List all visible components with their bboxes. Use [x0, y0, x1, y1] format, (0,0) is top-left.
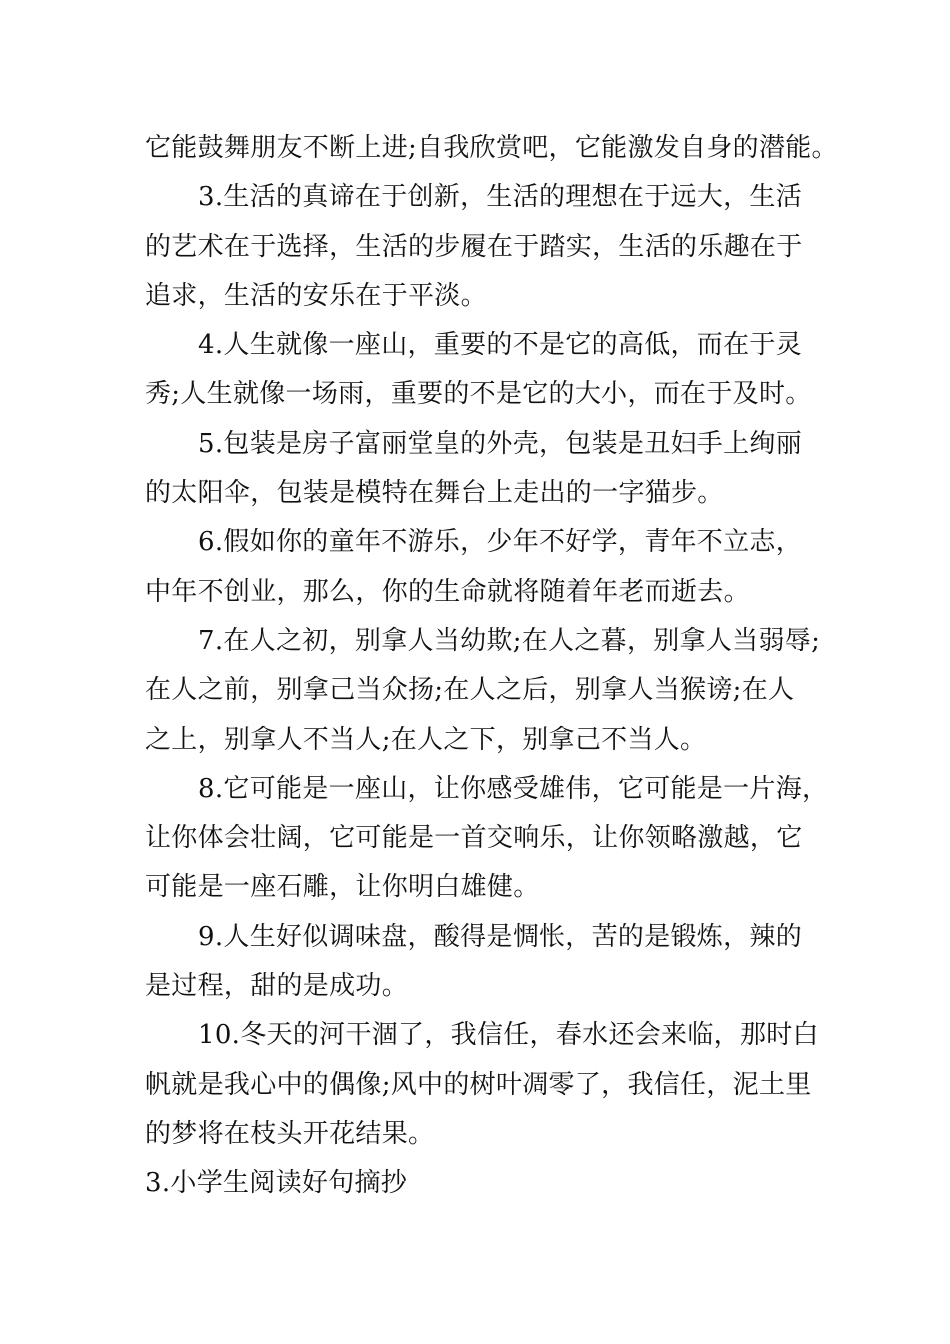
- text-line: 9.人生好似调味盘，酸得是惆怅，苦的是锻炼，辣的: [198, 921, 803, 952]
- text-line: 之上，别拿人不当人;在人之下，别拿己不当人。: [145, 724, 707, 755]
- text-line: 5.包装是房子富丽堂皇的外壳，包装是丑妇手上绚丽: [198, 428, 803, 459]
- text-line: 可能是一座石雕，让你明白雄健。: [145, 872, 540, 903]
- text-line: 中年不创业，那么，你的生命就将随着年老而逝去。: [145, 576, 750, 607]
- text-line: 帆就是我心中的偶像;风中的树叶凋零了，我信任，泥土里: [145, 1069, 812, 1100]
- text-line: 10.冬天的河干涸了，我信任，春水还会来临，那时白: [198, 1020, 819, 1051]
- section-heading: 3.小学生阅读好句摘抄: [145, 1168, 408, 1199]
- text-line: 的太阳伞，包装是模特在舞台上走出的一字猫步。: [145, 478, 724, 509]
- text-line: 的梦将在枝头开花结果。: [145, 1118, 435, 1149]
- body-text: [145, 124, 838, 1209]
- text-line: 6.假如你的童年不游乐，少年不好学，青年不立志，: [198, 527, 803, 558]
- text-line: 在人之前，别拿己当众扬;在人之后，别拿人当猴谤;在人: [145, 675, 795, 706]
- text-line: 让你体会壮阔，它可能是一首交响乐，让你领略激越，它: [145, 823, 803, 854]
- text-line: 是过程，甜的是成功。: [145, 971, 409, 1002]
- text-line: 7.在人之初，别拿人当幼欺;在人之暮，别拿人当弱辱;: [198, 625, 821, 656]
- text-line: 它能鼓舞朋友不断上进;自我欣赏吧，它能激发自身的潜能。: [145, 133, 838, 163]
- text-line: 3.生活的真谛在于创新，生活的理想在于远大，生活: [198, 182, 803, 213]
- text-line: 4.人生就像一座山，重要的不是它的高低，而在于灵: [198, 330, 803, 361]
- text-line: 的艺术在于选择，生活的步履在于踏实，生活的乐趣在于: [145, 231, 803, 262]
- text-line: 追求，生活的安乐在于平淡。: [145, 280, 487, 311]
- text-line: 8.它可能是一座山，让你感受雄伟，它可能是一片海，: [198, 773, 829, 804]
- text-line: 秀;人生就像一场雨，重要的不是它的大小，而在于及时。: [145, 379, 812, 410]
